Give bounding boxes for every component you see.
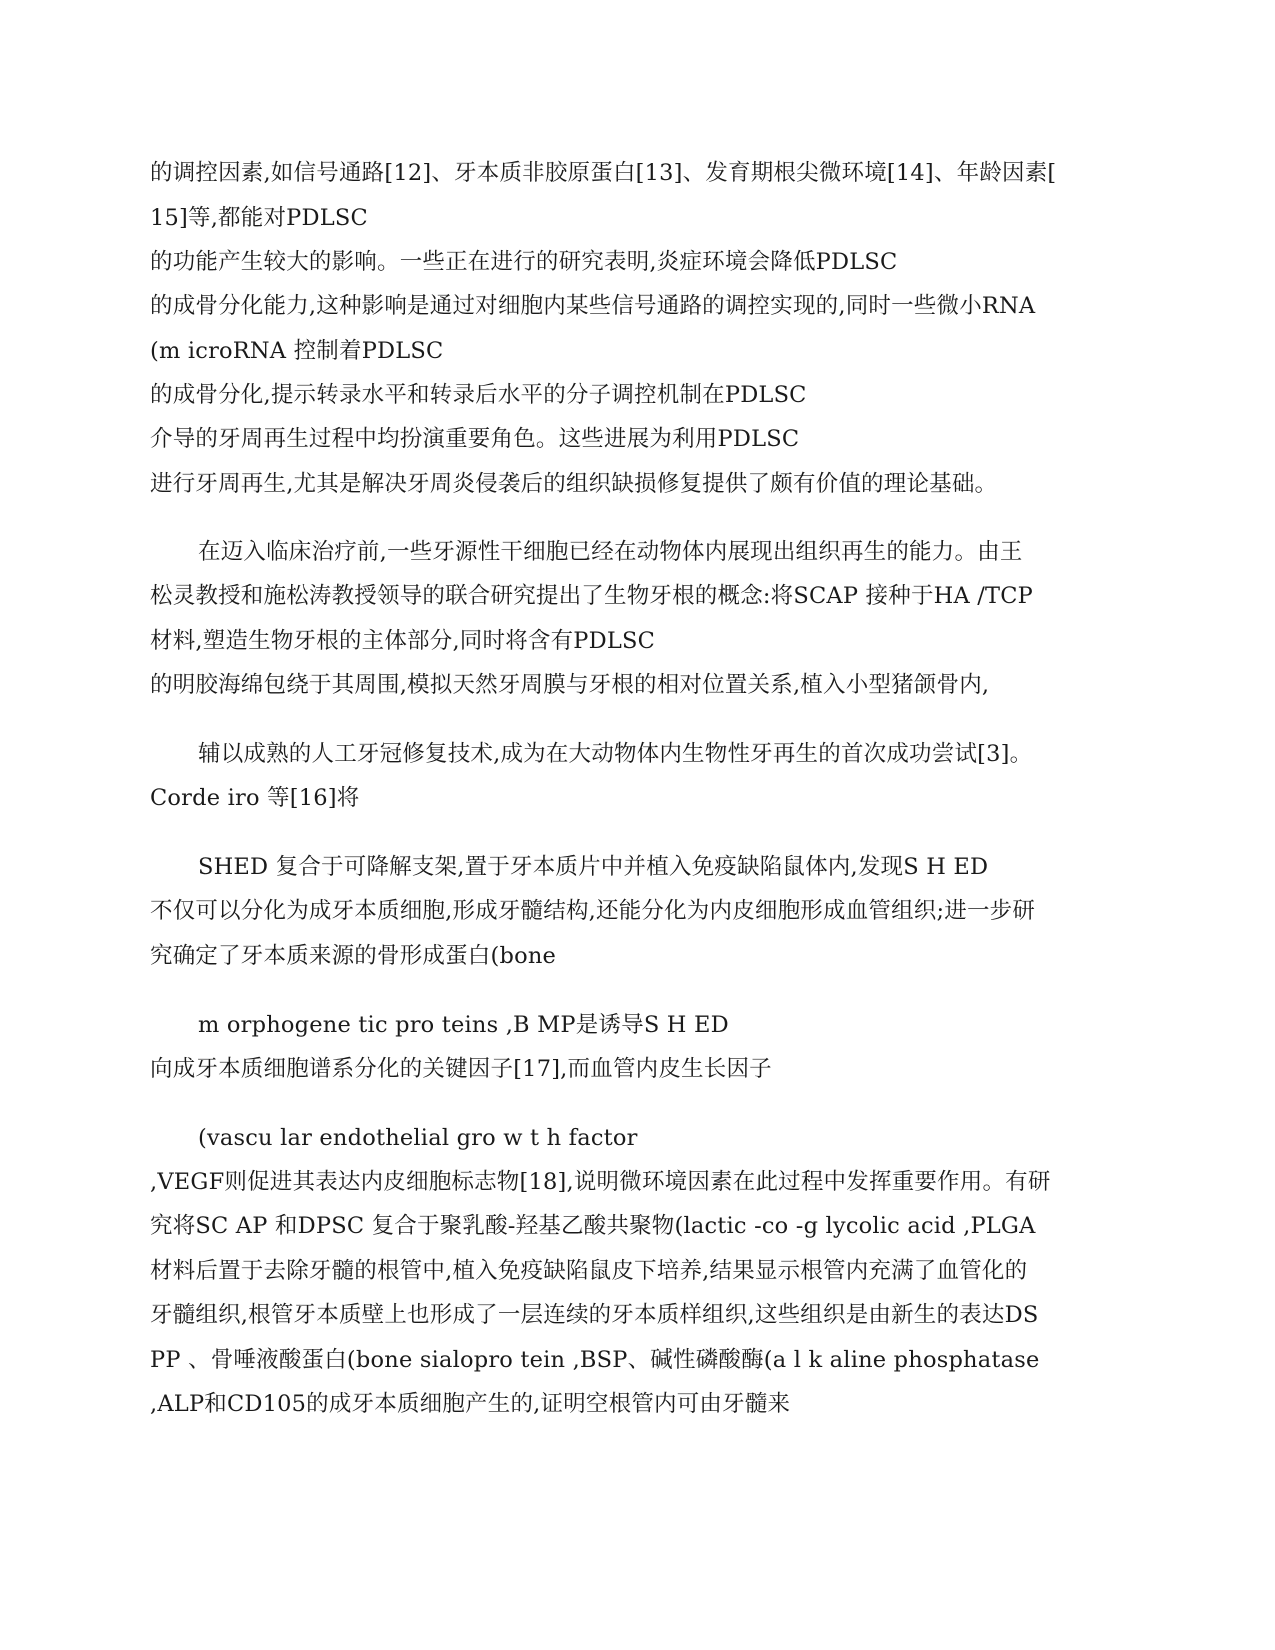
text-line: SHED 复合于可降解支架,置于牙本质片中并植入免疫缺陷鼠体内,发现S H ED [198, 854, 989, 880]
text-line: 的成骨分化,提示转录水平和转录后水平的分子调控机制在PDLSC [150, 382, 807, 408]
text-line: 的成骨分化能力,这种影响是通过对细胞内某些信号通路的调控实现的,同时一些微小RNA [150, 293, 1036, 319]
text-line: 在迈入临床治疗前,一些牙源性干细胞已经在动物体内展现出组织再生的能力。由王 [198, 539, 1023, 565]
text-line: 松灵教授和施松涛教授领导的联合研究提出了生物牙根的概念:将SCAP 接种于HA /TCP [150, 583, 1034, 609]
text-line: 的明胶海绵包绕于其周围,模拟天然牙周膜与牙根的相对位置关系,植入小型猪颌骨内, [150, 672, 990, 698]
text-line: 材料,塑造生物牙根的主体部分,同时将含有PDLSC [150, 628, 656, 654]
text-line: 向成牙本质细胞谱系分化的关键因子[17],而血管内皮生长因子 [150, 1056, 772, 1082]
text-line: 不仅可以分化为成牙本质细胞,形成牙髓结构,还能分化为内皮细胞形成血管组织;进一步研 [150, 898, 1036, 924]
text-line: 15]等,都能对PDLSC [150, 205, 368, 231]
text-line: 材料后置于去除牙髓的根管中,植入免疫缺陷鼠皮下培养,结果显示根管内充满了血管化的 [150, 1258, 1028, 1284]
text-line: PP 、骨唾液酸蛋白(bone sialopro tein ,BSP、碱性磷酸酶(a l k aline phosphatase [150, 1347, 1040, 1373]
text-line: Corde iro 等[16]将 [150, 785, 360, 811]
text-line: (vascu lar endothelial gro w t h factor [198, 1125, 638, 1151]
text-line: 的功能产生较大的影响。一些正在进行的研究表明,炎症环境会降低PDLSC [150, 249, 898, 275]
text-line: 牙髓组织,根管牙本质壁上也形成了一层连续的牙本质样组织,这些组织是由新生的表达DS [150, 1302, 1039, 1328]
text-line: m orphogene tic pro teins ,B MP是诱导S H ED [198, 1012, 729, 1038]
text-line: ,VEGF则促进其表达内皮细胞标志物[18],说明微环境因素在此过程中发挥重要作用。有研 [150, 1169, 1051, 1195]
text-line: ,ALP和CD105的成牙本质细胞产生的,证明空根管内可由牙髓来 [150, 1391, 791, 1417]
text-line: 进行牙周再生,尤其是解决牙周炎侵袭后的组织缺损修复提供了颇有价值的理论基础。 [150, 471, 998, 497]
text-line: 介导的牙周再生过程中均扮演重要角色。这些进展为利用PDLSC [150, 426, 800, 452]
text-line: 究将SC AP 和DPSC 复合于聚乳酸-羟基乙酸共聚物(lactic -co -g lycolic acid ,PLGA [150, 1213, 1036, 1239]
text-line: (m icroRNA 控制着PDLSC [150, 338, 444, 364]
text-line: 究确定了牙本质来源的骨形成蛋白(bone [150, 943, 557, 969]
text-line: 的调控因素,如信号通路[12]、牙本质非胶原蛋白[13]、发育期根尖微环境[14]、年龄因素[ [150, 160, 1057, 186]
text-line: 辅以成熟的人工牙冠修复技术,成为在大动物体内生物性牙再生的首次成功尝试[3]。 [198, 741, 1033, 767]
